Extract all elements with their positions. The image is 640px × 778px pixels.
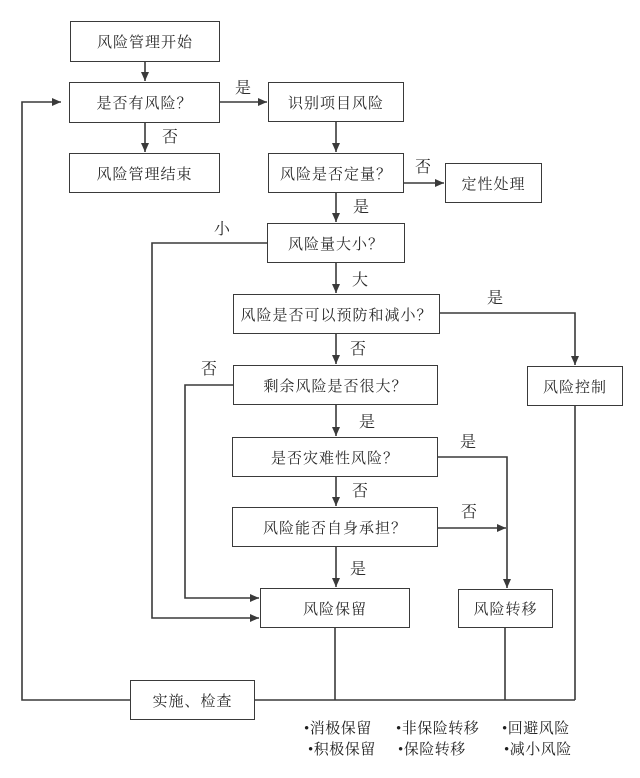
node-residual: 剩余风险是否很大？: [233, 365, 438, 405]
node-catastrophic: 是否灾难性风险？: [232, 437, 438, 477]
node-qualitative: 定性处理: [445, 163, 542, 203]
node-end: 风险管理结束: [69, 153, 220, 193]
edge-label-cata-yes: 是: [460, 434, 477, 451]
legend-item-noninsurance-transfer: •非保险转移: [396, 721, 480, 737]
edge-label-prevent-no: 否: [350, 341, 367, 358]
edge-label-has-risk-no: 否: [162, 129, 179, 146]
node-start: 风险管理开始: [70, 21, 220, 62]
node-bear: 风险能否自身承担？: [232, 507, 438, 547]
node-retention: 风险保留: [260, 588, 410, 628]
legend-item-avoid-risk: •回避风险: [502, 721, 570, 737]
node-implement: 实施、检查: [130, 680, 255, 720]
node-prevent: 风险是否可以预防和减小？: [233, 294, 440, 334]
edge-label-bear-no: 否: [461, 504, 478, 521]
edge-label-residual-yes: 是: [359, 414, 376, 431]
edge-label-quant-yes: 是: [353, 199, 370, 216]
edge-prevent-yes-to-control: [440, 313, 575, 365]
legend-item-active-retention: •积极保留: [308, 742, 376, 758]
edge-label-residual-no: 否: [201, 361, 218, 378]
edge-label-cata-no: 否: [352, 483, 369, 500]
node-has-risk: 是否有风险？: [69, 82, 220, 123]
legend-item-reduce-risk: •减小风险: [504, 742, 572, 758]
node-identify: 识别项目风险: [268, 82, 404, 122]
edge-label-magnitude-small: 小: [214, 221, 231, 238]
edge-label-magnitude-big: 大: [352, 272, 369, 289]
edge-label-bear-yes: 是: [350, 561, 367, 578]
edge-label-has-risk-yes: 是: [235, 80, 252, 97]
legend-item-passive-retention: •消极保留: [304, 721, 372, 737]
legend-item-insurance-transfer: •保险转移: [398, 742, 466, 758]
edge-label-quant-no: 否: [415, 159, 432, 176]
node-magnitude: 风险量大小？: [267, 223, 405, 263]
node-control: 风险控制: [527, 366, 623, 406]
node-transfer: 风险转移: [458, 589, 553, 628]
edge-residual-no-to-retention: [185, 385, 259, 598]
node-quantitative: 风险是否定量？: [268, 153, 404, 193]
edge-label-prevent-yes: 是: [487, 290, 504, 307]
edge-cata-yes-to-transfer: [438, 457, 507, 588]
